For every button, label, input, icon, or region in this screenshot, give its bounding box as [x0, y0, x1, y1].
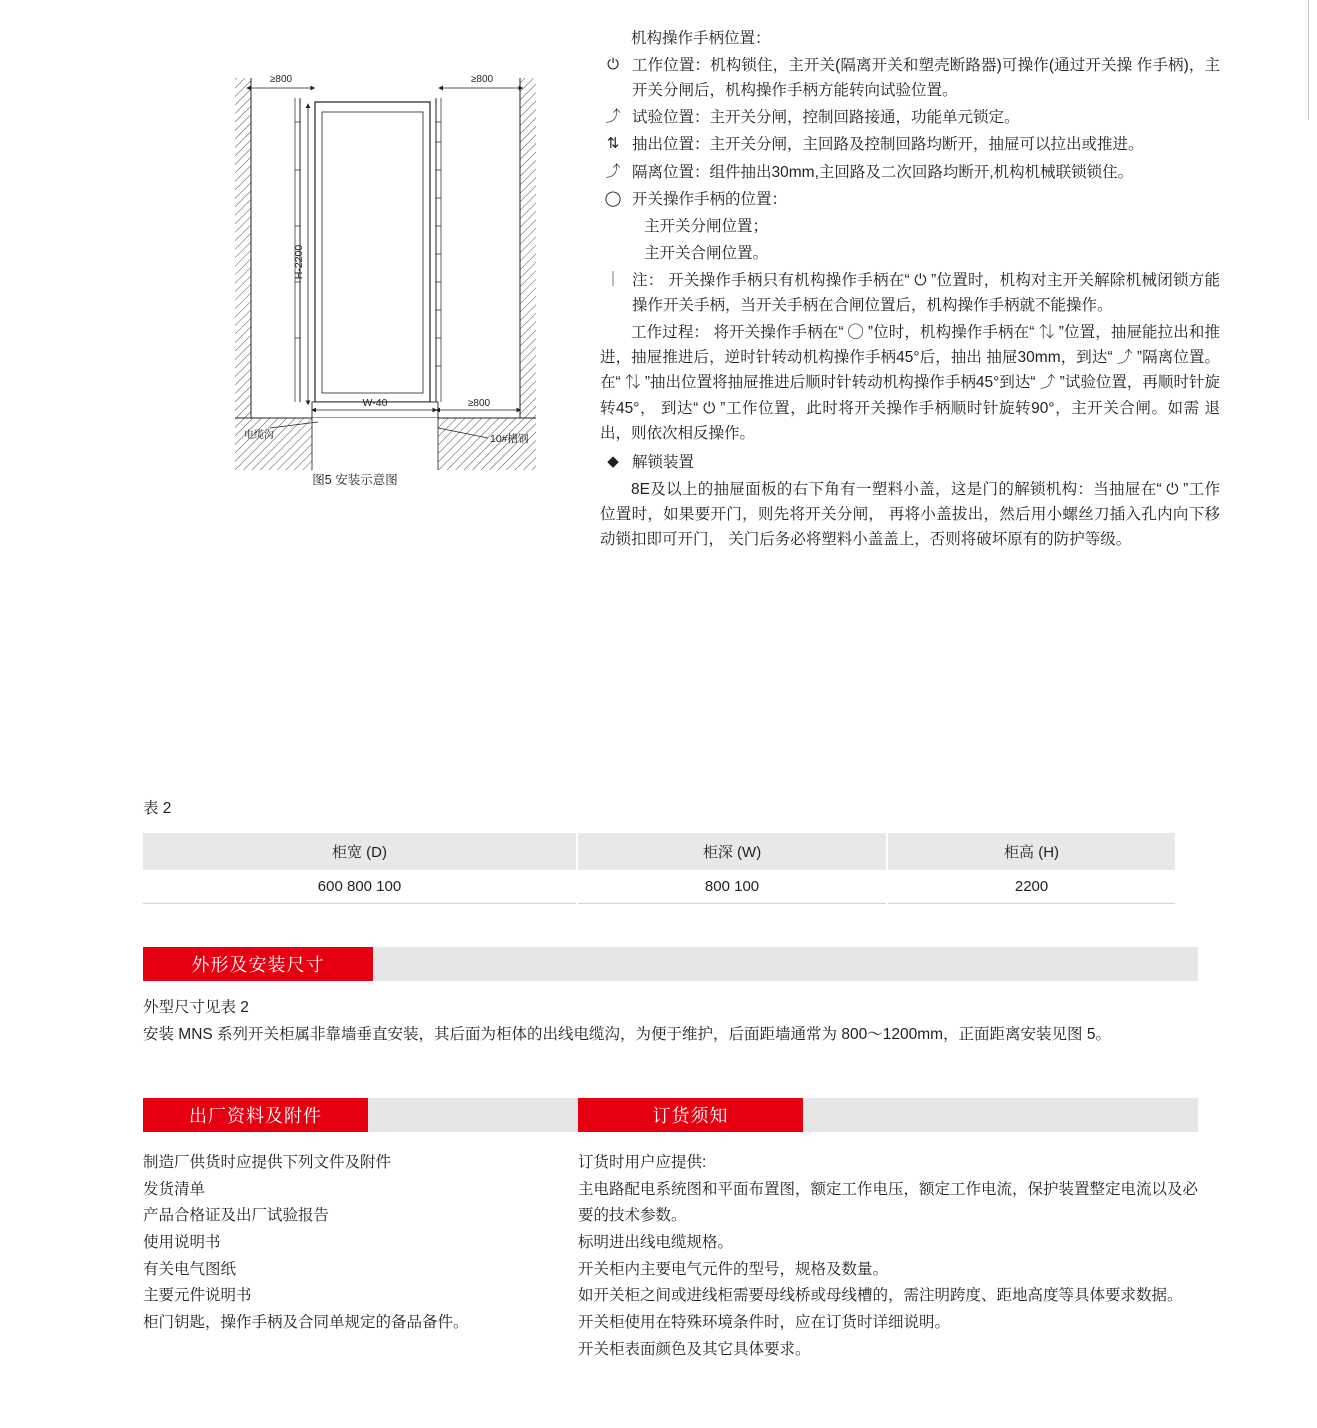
- dimensions-table: [143, 833, 1175, 904]
- note-text: 注： 开关操作手柄只有机构操作手柄在“ ⏻ ”位置时，机构对主开关解除机械闭锁方能操作开关手柄，当开关手柄在合闸位置后，机构操作手柄就不能操作。: [632, 271, 1220, 315]
- table2-label: 表 2: [143, 800, 172, 817]
- switch-open-position: 主开关分闸位置；: [644, 217, 769, 235]
- svg-text:≥800: ≥800: [470, 74, 494, 85]
- order-notes-line-7: 开关柜表面颜色及其它具体要求。: [578, 1340, 811, 1358]
- factory-docs-line-5: 有关电气图纸: [143, 1260, 237, 1278]
- table-row: [143, 870, 1175, 904]
- cell-height: 2200: [887, 870, 1175, 904]
- factory-docs-line-6: 主要元件说明书: [143, 1287, 252, 1305]
- order-notes-line-4: 开关柜内主要电气元件的型号，规格及数量。: [578, 1260, 889, 1278]
- order-notes-line-6: 开关柜使用在特殊环境条件时，应在订货时详细说明。: [578, 1313, 951, 1331]
- factory-docs-body: [143, 1150, 573, 1337]
- order-notes-line-3: 标明进出线电缆规格。: [578, 1233, 734, 1251]
- order-notes-line-5: 如开关柜之间或进线柜需要母线桥或母线槽的，需注明跨度、距地高度等具体要求数据。: [578, 1287, 1183, 1305]
- cell-depth: 800 100: [577, 870, 887, 904]
- factory-docs-line-4: 使用说明书: [143, 1233, 221, 1251]
- dimensions-line-1: 外型尺寸见表 2: [143, 999, 249, 1016]
- mechanism-handle-text: [600, 26, 1220, 554]
- svg-text:H-2200: H-2200: [293, 244, 305, 280]
- page-edge-rule: [1308, 0, 1309, 120]
- order-notes-line-1: 订货时用户应提供:: [578, 1154, 707, 1171]
- factory-docs-line-2: 发货清单: [143, 1180, 206, 1198]
- section-header-order-notes: [578, 1098, 1198, 1132]
- unlock-heading-row: [600, 450, 1220, 475]
- isolate-symbol-icon: ⤴: [605, 162, 621, 180]
- withdraw-symbol-icon: ⇅: [606, 135, 620, 153]
- section-tag-order-notes: 订货须知: [578, 1098, 803, 1132]
- dimensions-line-2: 安装 MNS 系列开关柜属非靠墙垂直安装，其后面为柜体的出线电缆沟，为便于维护，后面距墙通常为 800～1200mm，正面距离安装见图 5。: [143, 1025, 1111, 1043]
- section-header-dimensions: [143, 947, 1198, 981]
- test-position-symbol-icon: ⤴: [605, 108, 621, 126]
- dimensions-body: [143, 995, 1203, 1048]
- order-notes-body: [578, 1150, 1203, 1363]
- diamond-bullet-icon: ◆: [607, 452, 619, 470]
- vertical-bar-icon: ｜: [605, 270, 621, 288]
- handle-position-text-4: 隔离位置：组件抽出30mm,主回路及二次回路均断开,机构机械联锁锁住。: [632, 163, 1134, 181]
- handle-position-item-3: [600, 132, 1220, 157]
- svg-text:10#槽钢: 10#槽钢: [490, 433, 529, 445]
- unlock-text: 8E及以上的抽屉面板的右下角有一塑料小盖，这是门的解锁机构：当抽屉在“ ⏻ ”工作位置时，如果要开门，则先将开关分闸， 再将小盖拔出，然后用小螺丝刀插入孔内向下移动锁扣即可开门， 关门后务必将塑料小盖盖上，否则将破坏原有的防护等级。: [600, 480, 1220, 549]
- col-header-width: 柜宽 (D): [143, 833, 577, 870]
- factory-docs-line-7: 柜门钥匙，操作手柄及合同单规定的备品备件。: [143, 1313, 469, 1331]
- section-tag-factory-docs: 出厂资料及附件: [143, 1098, 368, 1132]
- order-notes-line-2: 主电路配电系统图和平面布置图，额定工作电压，额定工作电流，保护装置整定电流以及必要的技术参数。: [578, 1180, 1199, 1225]
- table-header-row: [143, 833, 1175, 870]
- svg-text:W-40: W-40: [362, 397, 388, 409]
- col-header-depth: 柜深 (W): [577, 833, 887, 870]
- handle-position-text-3: 抽出位置：主开关分闸，主回路及控制回路均断开，抽屉可以拉出或推进。: [632, 136, 1144, 154]
- work-process-text: 工作过程： 将开关操作手柄在“ ◯ ”位时，机构操作手柄在“ ⇅ ”位置，抽屉能拉出和推进，抽屉推进后，逆时针转动机构操作手柄45°后，抽出 抽屉30mm，到达“ ⤴ ”隔离位置。在“ ⇅ ”抽出位置将抽屉推进后顺时针转动机构操作手柄45°到达“ ⤴ ”试验位置，再顺时针旋转45°， 到达“ ⏻ ”工作位置，此时将开关操作手柄顺时针旋转90°，主开关合闸。如需 退出，则依次相反操作。: [600, 324, 1220, 442]
- handle-position-item-4: [600, 160, 1220, 185]
- factory-docs-line-1: 制造厂供货时应提供下列文件及附件: [143, 1154, 392, 1171]
- handle-position-item-5: [600, 187, 1220, 212]
- handle-position-text-2: 试验位置：主开关分闸，控制回路接通，功能单元锁定。: [632, 109, 1020, 127]
- svg-text:电缆沟: 电缆沟: [244, 430, 274, 441]
- note-row: [600, 268, 1220, 318]
- section-header-factory-docs: [143, 1098, 653, 1132]
- section-tag-dimensions: 外形及安装尺寸: [143, 947, 373, 981]
- handle-position-text-1: 工作位置：机构锁住，主开关(隔离开关和塑壳断路器)可操作(通过开关操 作手柄)，主开关分闸后，机构操作手柄方能转向试验位置。: [632, 57, 1220, 100]
- factory-docs-line-3: 产品合格证及出厂试验报告: [143, 1207, 330, 1225]
- section-title: 机构操作手柄位置：: [631, 30, 771, 47]
- handle-position-text-5: 开关操作手柄的位置：: [632, 190, 788, 208]
- switch-close-position: 主开关合闸位置。: [644, 244, 769, 262]
- svg-text:≥800: ≥800: [467, 398, 491, 409]
- svg-text:≥800: ≥800: [269, 74, 293, 85]
- handle-position-item-2: [600, 105, 1220, 130]
- installation-diagram: [140, 30, 570, 500]
- col-header-height: 柜高 (H): [887, 833, 1175, 870]
- power-symbol-icon: ⏻: [607, 56, 619, 74]
- unlock-heading: 解锁装置: [632, 453, 695, 471]
- figure-caption: 图5 安装示意图: [312, 473, 398, 487]
- cell-width: 600 800 100: [143, 870, 577, 904]
- handle-position-item-1: [600, 53, 1220, 103]
- circle-symbol-icon: ◯: [604, 189, 622, 207]
